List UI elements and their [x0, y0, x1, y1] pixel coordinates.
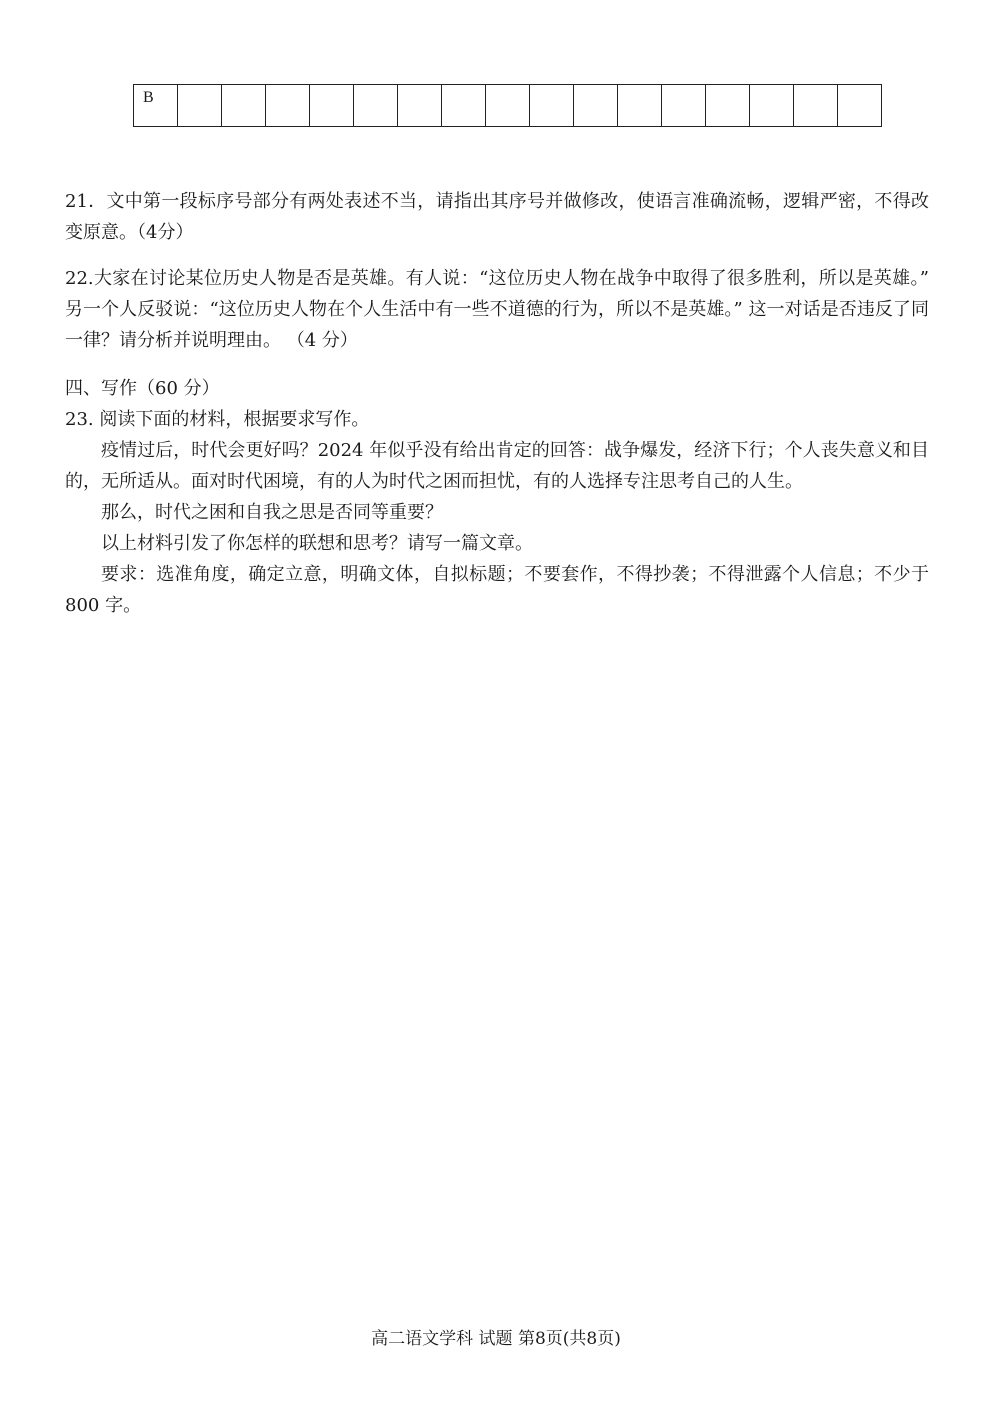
answer-grid-row-label: B [134, 85, 178, 127]
section-writing [65, 373, 929, 621]
answer-cell [310, 85, 354, 127]
answer-cell [486, 85, 530, 127]
question-22 [65, 263, 929, 356]
question-21-text: 21．文中第一段标序号部分有两处表述不当，请指出其序号并做修改，使语言准确流畅，逻辑严密，不得改变原意。（4分） [65, 191, 929, 243]
page-footer: 高二语文学科 试题 第8页(共8页) [371, 1329, 621, 1349]
question-23-intro: 23. 阅读下面的材料，根据要求写作。 [65, 409, 370, 430]
answer-cell [178, 85, 222, 127]
answer-cell [750, 85, 794, 127]
answer-cell [618, 85, 662, 127]
section-heading: 四、写作（60 分） [65, 378, 220, 399]
answer-cell [662, 85, 706, 127]
answer-cell [530, 85, 574, 127]
answer-cell [222, 85, 266, 127]
answer-grid-row-b [134, 85, 882, 127]
material-paragraph-2: 那么，时代之困和自我之思是否同等重要？ [101, 502, 443, 523]
answer-cell [574, 85, 618, 127]
answer-cell [706, 85, 750, 127]
answer-cell [442, 85, 486, 127]
material-paragraph-1: 疫情过后，时代会更好吗？2024 年似乎没有给出肯定的回答：战争爆发，经济下行；个人丧失意义和目的，无所适从。面对时代困境，有的人为时代之困而担忧，有的人选择专注思考自己的人生。 [65, 440, 929, 492]
answer-cell [354, 85, 398, 127]
answer-cell [838, 85, 882, 127]
question-22-text: 22.大家在讨论某位历史人物是否是英雄。有人说：“这位历史人物在战争中取得了很多胜利，所以是英雄。” 另一个人反驳说：“这位历史人物在个人生活中有一些不道德的行为，所以不是英雄。” 这一对话是否违反了同一律？请分析并说明理由。 （4 分） [65, 268, 929, 351]
answer-cell [398, 85, 442, 127]
answer-grid [133, 84, 882, 127]
answer-cell [266, 85, 310, 127]
answer-cell [794, 85, 838, 127]
writing-requirements: 要求：选准角度，确定立意，明确文体，自拟标题；不要套作，不得抄袭；不得泄露个人信息；不少于 800 字。 [65, 564, 929, 616]
question-21 [65, 186, 929, 248]
writing-prompt: 以上材料引发了你怎样的联想和思考？请写一篇文章。 [101, 533, 533, 554]
